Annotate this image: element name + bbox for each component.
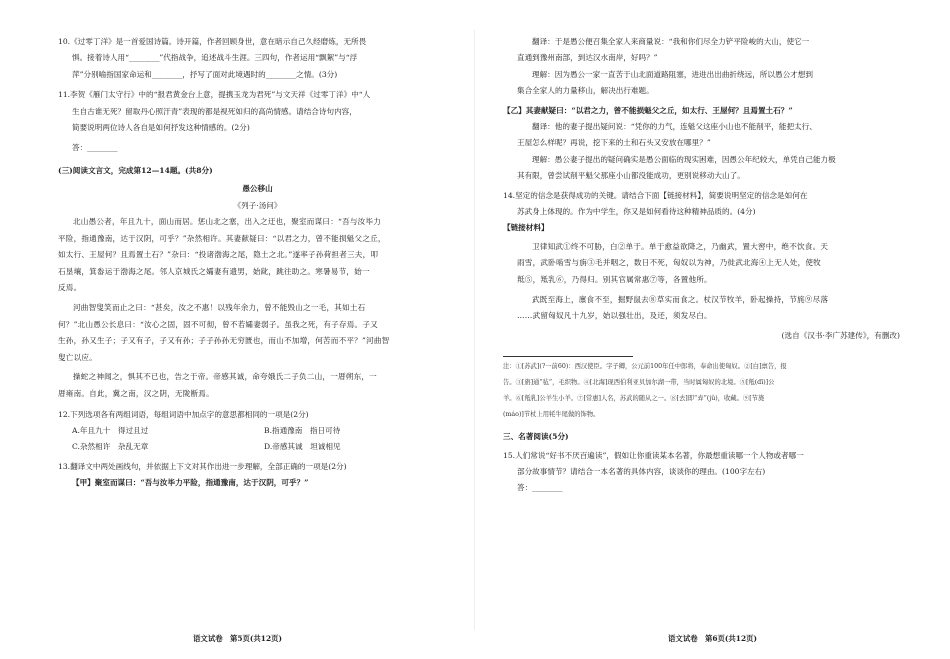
q11-line-3: 简要说明两位诗人各自是如何抒发这种情感的。(2分): [72, 123, 250, 133]
link-line: 羝⑤，羝乳⑥，乃得归。别其官属常惠⑦等，各置他所。: [517, 275, 712, 285]
q10-line-1: 10.《过零丁洋》是一首爱国诗篇。诗开篇，作者回顾身世，意在暗示自己久经磨炼，无所畏: [58, 37, 367, 46]
q11-answer: 答：________: [72, 143, 118, 153]
notes-rule: [503, 356, 633, 357]
footnote-line: (máo)]节杖上用牦牛尾做的饰物。: [503, 411, 600, 419]
q12-option-d: D.帝感其诚 坦诚相见: [264, 442, 341, 452]
q12-option-b: B.指通豫南 指日可待: [264, 426, 341, 435]
q13-jia: 【甲】聚室而谋曰：“吾与汝毕力平险，指通豫南，达于汉阴，可乎？”: [72, 478, 309, 488]
essay-line: 平险，指通豫南，达于汉阴，可乎？”杂然相许。其妻献疑曰：“以君之力，曾不能损魁父之丘，: [58, 233, 386, 243]
jia-translation-line: 翻译：于是愚公便召集全家人来商量说：“我和你们尽全力铲平险峻的大山，使它一: [532, 37, 810, 46]
essay-line: 石垦壤，箕畚运于渤海之尾。邻人京城氏之孀妻有遗男，始龀，跳往助之。寒暑易节，始一: [58, 266, 370, 276]
essay-line: 北山愚公者，年且九十，面山而居。惩山北之塞，出入之迂也，聚室而谋曰：“吾与汝毕力: [73, 217, 382, 227]
yi-understanding-line: 其有限，曾尝试削平魁父那座小山都没能成功，更别说移动大山了。: [517, 171, 745, 181]
yi-translation-line: 王屋怎么样呢？再说，挖下来的土和石头又安放在哪里？”: [517, 138, 711, 148]
q12-option-c: C.杂然相许 杂乱无章: [72, 442, 149, 452]
link-line: ……武留匈奴凡十九岁，始以强壮出，及还，须发尽白。: [517, 311, 712, 321]
essay-line: 反焉。: [58, 283, 82, 293]
footer-page-5: 语文试卷 第5页(共12页): [193, 634, 282, 643]
q11-line-1: 11.李贺《雁门太守行》中的“报君黄金台上意，提携玉龙为君死”与文天祥《过零丁洋》中“人: [58, 90, 371, 100]
q10-line-2: 惧。接着诗人用“________”代指战争，追述战斗生涯。三四句，作者运用“飘絮”与“浮: [72, 53, 358, 63]
footnote-line: 告。③[旃]通“毡”，毛织物。④[北海]现西伯利亚贝加尔湖一带，当时属匈奴的北境。⑤[羝(dī)]公: [503, 379, 775, 387]
essay-line: 何？”北山愚公长息曰：“汝心之固，固不可彻，曾不若孀妻弱子。虽我之死，有子存焉。子又: [58, 319, 378, 329]
q11-line-2: 生自古谁无死？留取丹心照汗青”表现的都是视死如归的高尚情感。请结合诗句内容，: [72, 106, 357, 116]
right-page: [475, 0, 950, 659]
jia-understanding-line: 理解：因为愚公一家一直苦于山北面道路阻塞，进进出出曲折绕远，所以愚公才想到: [532, 69, 813, 79]
link-source: (选自《汉书·李广苏建传》，有删改): [781, 330, 900, 340]
footnote-line: 注：①[苏武](?一前60)：西汉使臣。字子卿，公元前100年任中郎将，奉命出使匈奴。②[白]禀告，报: [503, 363, 787, 371]
section-classical-reading: (三)阅读文言文，完成第12—14题。(共8分): [58, 165, 213, 175]
link-line: 卫律知武①终不可胁，白②单于。单于愈益欲降之，乃幽武，置大窖中，绝不饮食。天: [532, 241, 829, 251]
yi-understanding-line: 理解：愚公妻子提出的疑问确实是愚公面临的现实困难，因愚公年纪较大，单凭自己能力极: [532, 154, 836, 164]
footnote-line: 羊。⑥[羝乳]公羊生小羊。⑦[常惠]人名，苏武的随从之一。⑧[去]即“弆”(jǔ)，收藏。⑨[节旄: [503, 395, 765, 403]
footnotes: [503, 359, 900, 423]
q12-options-row-1: [58, 423, 457, 439]
essay-paragraph-3: [58, 369, 457, 402]
q12-options-row-2: [58, 439, 457, 455]
q15-answer: 答：________: [517, 483, 563, 493]
essay-title: 愚公移山: [242, 184, 273, 194]
essay-source: 《列子·汤问》: [233, 200, 282, 210]
section-classics-reading: 三、名著阅读(5分): [503, 432, 569, 442]
q13-stem: 13.翻译文中两处画线句，并依据上下文对其作出进一步理解，全部正确的一项是(2分): [58, 461, 347, 471]
essay-line: 河曲智叟笑而止之曰：“甚矣，汝之不惠！以残年余力，曾不能毁山之一毛，其如土石: [73, 303, 366, 313]
essay-line: 操蛇之神闻之，惧其不已也，告之于帝。帝感其诚，命夸娥氏二子负二山，一厝朔东，一: [73, 372, 377, 382]
essay-paragraph-2: [58, 300, 457, 366]
essay-paragraph-1: [58, 214, 457, 297]
link-line: 武既至海上，廪食不至，掘野鼠去⑧草实而食之。杖汉节牧羊，卧起操持，节旄⑨尽落: [532, 294, 829, 304]
q15-line-2: 部分故事情节？请结合一本名著的具体内容，谈谈你的理由。(100字左右): [517, 467, 766, 477]
q13-yi: 【乙】其妻献疑曰：“以君之力，曾不能损魁父之丘，如太行、王屋何？且焉置土石？”: [503, 105, 793, 115]
essay-line: 如太行、王屋何？且焉置土石？”杂曰：“投诸渤海之尾，隐土之北。”遂率子孙荷担者三夫，叩: [58, 250, 379, 260]
q10-line-3: 萍”分别喻指国家命运和________，抒写了面对此境遇时的________之情。(3分): [72, 69, 338, 79]
essay-line: 厝雍南。自此，冀之南，汉之阴，无陇断焉。: [58, 389, 214, 398]
essay-line: 叟亡以应。: [58, 352, 97, 362]
link-material-title: 【链接材料】: [503, 223, 549, 233]
q15-line-1: 15.人们常说“好书不厌百遍读”，假如让你重读某本名著，你最想重读哪一个人物或者哪一: [503, 450, 804, 460]
q12-stem: 12.下列选项各有两组词语，每组词语中加点字的意思都相同的一项是(2分): [58, 409, 309, 419]
link-line: 雨雪，武卧啮雪与旃③毛并咽之，数日不死，匈奴以为神，乃徙武北海④上无人处，使牧: [517, 258, 821, 268]
essay-line: 生孙，孙又生子；子又有子，子又有孙；子子孙孙无穷匮也，而山不加增，何苦而不平？”河曲智: [58, 336, 390, 346]
q12-option-a: A.年且九十 得过且过: [72, 426, 149, 435]
link-paragraph-1: [503, 239, 900, 289]
jia-translation-line: 直通到豫州南部，到达汉水南岸，好吗？”: [517, 53, 658, 63]
q14-line-1: 14.坚定的信念是获得成功的关键。请结合下面【链接材料】，简要说明坚定的信念是如何在: [503, 190, 808, 200]
q14-line-2: 苏武身上体现的。作为中学生，你又是如何看待这种精神品质的。(4分): [517, 207, 756, 217]
jia-understanding-line: 集合全家人的力量移山，解决出行难题。: [517, 86, 654, 96]
yi-translation-line: 翻译：他的妻子提出疑问说：“凭你的力气，连魁父这座小山也不能削平，能把太行、: [532, 122, 817, 132]
link-paragraph-2: [503, 292, 900, 325]
footer-page-6: 语文试卷 第6页(共12页): [668, 634, 757, 643]
